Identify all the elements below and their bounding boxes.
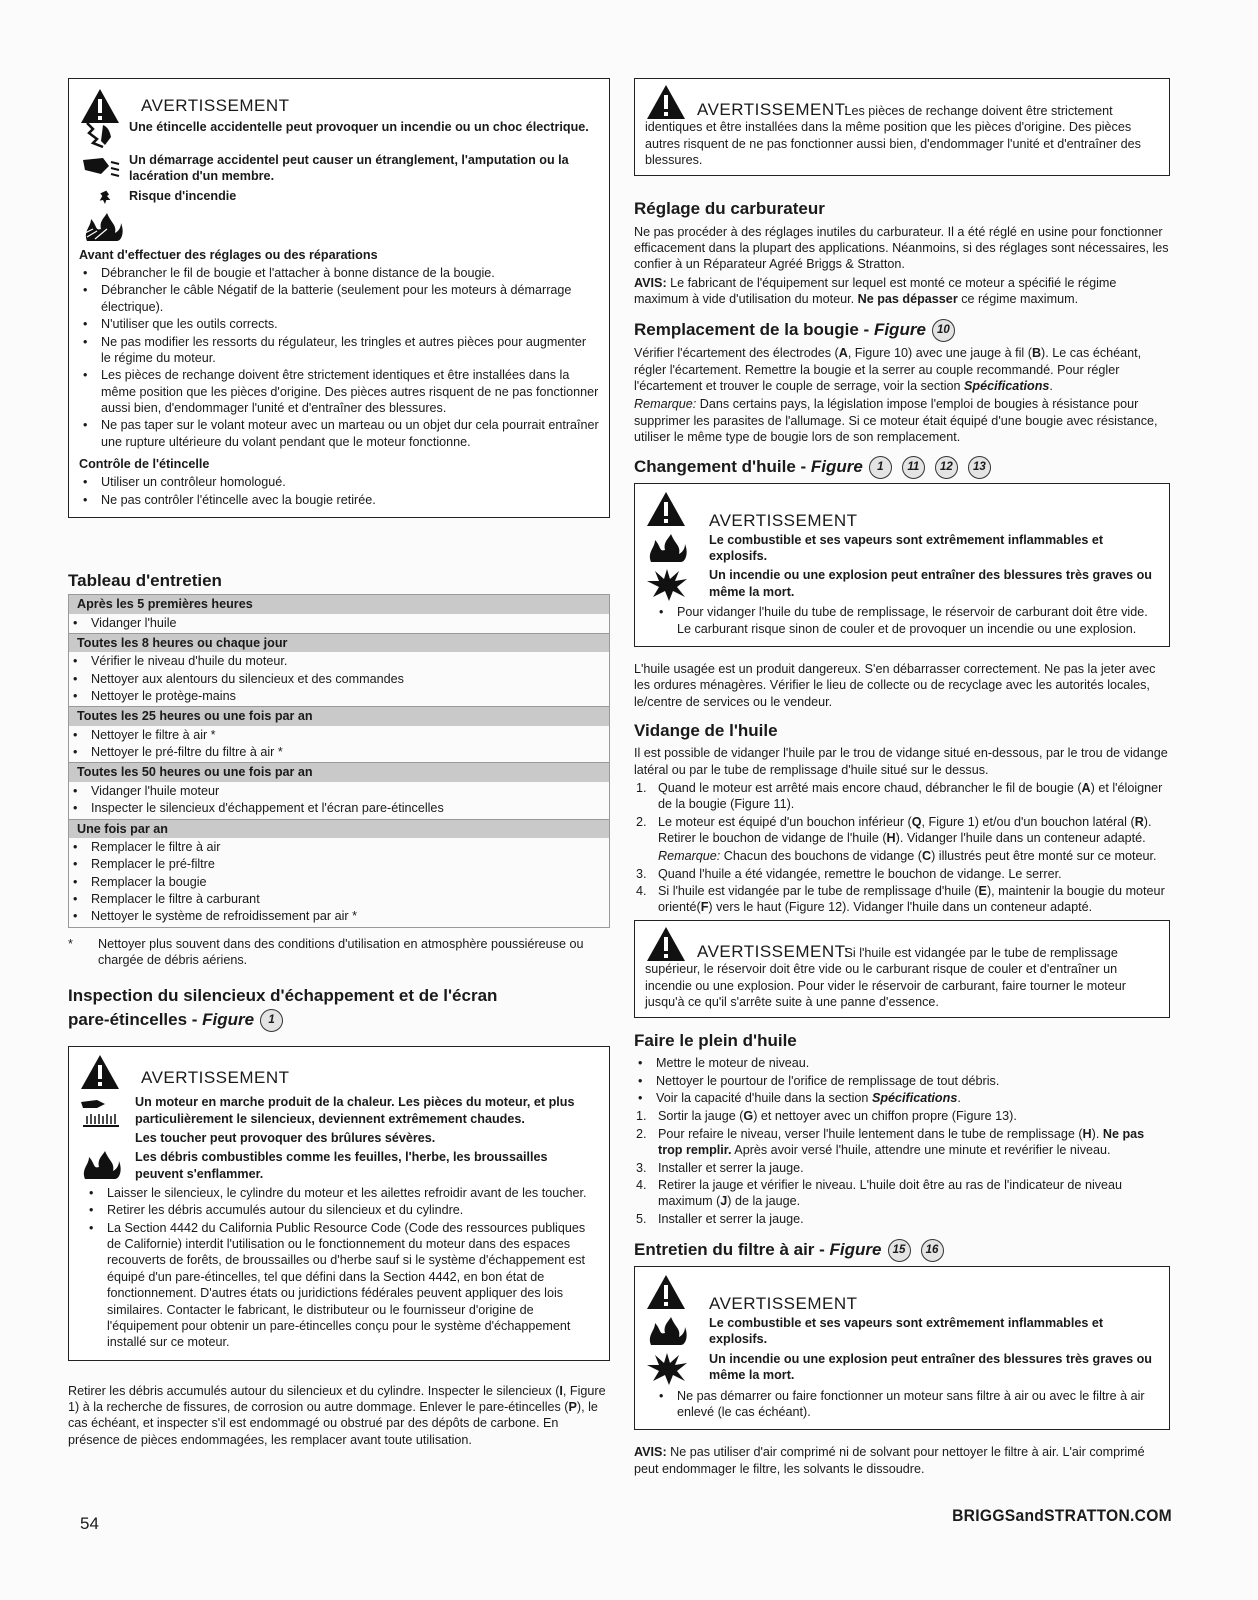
spark-plug-paragraph: Vérifier l'écartement des électrodes (A, Figure 10) avec une jauge à fil (B). Le cas échéant, régler l'écartement. Remettre la bougie et la serrer au couple recommandé. Pour régler l'écartement et trouver le couple de serrage, voir la section Spécifications. xyxy=(634,346,1142,394)
maintenance-task: • Remplacer le filtre à carburant xyxy=(91,891,609,907)
muffler-inspection-title: Inspection du silencieux d'échappement et de l'écran pare-étincelles - Figure 1 xyxy=(68,984,610,1032)
warning-title: AVERTISSEMENT xyxy=(709,510,858,530)
spark-plug-title: Remplacement de la bougie - Figure 10 xyxy=(634,319,1170,342)
air-filter-title: Entretien du filtre à air - Figure 15 16 xyxy=(634,1239,1170,1262)
warning-text: Si l'huile est vidangée par le tube de remplissage supérieur, le réservoir doit être vide ou le carburant risque de couler et d'entraîner un incendie ou une explosion. Pour vider le réservoir de carburant, faire tourner le moteur jusqu'à ce qu'il s'arrête suite à une panne d'essence. xyxy=(645,945,1126,1009)
warning-box-hot-muffler xyxy=(68,1046,610,1360)
hazard-text-hot: Un moteur en marche produit de la chaleur. Les pièces du moteur, et plus particulièrement le silencieux, deviennent extrêmement chaudes. xyxy=(135,1095,575,1126)
figure-badge: 1 xyxy=(869,456,892,479)
list-item: • Laisser le silencieux, le cylindre du moteur et les ailettes refroidir avant de les toucher. xyxy=(107,1185,599,1201)
hazard-text-explosion: Un incendie ou une explosion peut entraîner des blessures très graves ou même la mort. xyxy=(709,1351,1153,1383)
warning-box-air-filter xyxy=(634,1266,1170,1431)
maintenance-table xyxy=(68,594,610,927)
list-item: • La Section 4442 du California Public Resource Code (Code des ressources publiques de Californie) interdit l'utilisation ou le fonctionnement du moteur dans des espaces recouverts de forêts, de broussailles ou d'herbe sauf si le système d'échappement est équipé d'un pare-étincelles, tel que défini dans la Section 4442, en bon état de fonctionnement. D'autres états ou juridictions fédérales peuvent appliquer des lois similaires. Contacter le fabricant, le distributeur ou le fournisseur d'origine de l'équipement pour obtenir un pare-étincelles conçu pour le système d'échappement installé sur ce moteur. xyxy=(107,1220,599,1351)
hot-muffler-list xyxy=(79,1185,599,1351)
warning-box-oil-drain xyxy=(634,920,1170,1018)
step-item: 3. Quand l'huile a été vidangée, remettre le bouchon de vidange. Le serrer. xyxy=(636,866,1062,881)
warning-title: AVERTISSEMENT: xyxy=(697,941,849,961)
fuel-oil-list xyxy=(645,604,1159,637)
list-item: • Nettoyer le pourtour de l'orifice de remplissage de tout débris. xyxy=(656,1073,1170,1089)
maintenance-task: • Nettoyer le pré-filtre du filtre à air * xyxy=(91,744,609,760)
maintenance-task: • Vidanger l'huile moteur xyxy=(91,783,609,799)
website-footer: BRIGGSandSTRATTON.COM xyxy=(952,1506,1172,1525)
warning-box-replacement-parts xyxy=(634,78,1170,176)
step-item: 5. Installer et serrer la jauge. xyxy=(636,1211,804,1226)
oil-fill-bullets xyxy=(634,1055,1170,1106)
maintenance-interval-heading: Une fois par an xyxy=(69,819,609,838)
maintenance-table-title: Tableau d'entretien xyxy=(68,571,222,591)
list-item: • N'utiliser que les outils corrects. xyxy=(101,316,599,332)
maintenance-task: • Nettoyer le protège-mains xyxy=(91,688,609,704)
oil-fill-steps xyxy=(634,1108,1170,1227)
explosion-icon xyxy=(645,567,689,601)
carburetor-paragraph: Ne pas procéder à des réglages inutiles du carburateur. Il a été réglé en usine pour fonctionner efficacement dans la plupart des applications. Néanmoins, si des réglages sont nécessaires, les confier à un Réparateur Agréé Briggs & Stratton. xyxy=(634,224,1169,272)
warning-title: AVERTISSEMENT: xyxy=(697,99,849,119)
figure-badge: 1 xyxy=(260,1009,283,1032)
maintenance-interval-heading: Toutes les 8 heures ou chaque jour xyxy=(69,633,609,652)
maintenance-interval-heading: Toutes les 25 heures ou une fois par an xyxy=(69,706,609,725)
hazard-text-spark: Une étincelle accidentelle peut provoquer un incendie ou un choc électrique. xyxy=(129,120,589,134)
list-item: • Ne pas contrôler l'étincelle avec la bougie retirée. xyxy=(101,492,599,508)
right-column xyxy=(634,78,1170,1479)
hot-surface-icon xyxy=(79,1094,123,1130)
list-item: • Ne pas taper sur le volant moteur avec un marteau ou un objet dur cela pourrait entraîner une rupture ultérieure du volant pendant que le moteur fonctionne. xyxy=(101,417,599,450)
list-item: • Ne pas modifier les ressorts du régulateur, les tringles et autres pièces pour augmenter le régime du moteur. xyxy=(101,334,599,367)
step-remark: Remarque: Chacun des bouchons de vidange (C) illustrés peut être monté sur ce moteur. xyxy=(658,849,1157,864)
hazard-text-explosion: Un incendie ou une explosion peut entraîner des blessures très graves ou même la mort. xyxy=(709,568,1153,599)
subhead-spark-check: Contrôle de l'étincelle xyxy=(79,457,210,472)
oil-drain-title: Vidange de l'huile xyxy=(634,721,778,741)
electric-shock-icon xyxy=(79,119,123,149)
list-item: • Débrancher le câble Négatif de la batterie (seulement pour les moteurs à démarrage électrique). xyxy=(101,282,599,315)
warning-triangle-icon xyxy=(645,1273,687,1311)
warning-title: AVERTISSEMENT xyxy=(141,1068,290,1088)
step-item: 2. Le moteur est équipé d'un bouchon inférieur (Q, Figure 1) et/ou d'un bouchon latéral (R). Retirer le bouchon de vidange de l'huile (H). Vidanger l'huile dans un conteneur adapté. Remarque: Chacun des bouchons de vidange (C) illustrés peut être monté sur ce moteur. xyxy=(658,814,1170,865)
list-item: • Utiliser un contrôleur homologué. xyxy=(101,474,599,490)
figure-badge: 13 xyxy=(968,456,991,479)
figure-badge: 16 xyxy=(921,1239,944,1262)
left-column xyxy=(68,78,610,1450)
fire-risk-small-icon xyxy=(79,188,123,208)
maintenance-task: • Remplacer le filtre à air xyxy=(91,839,609,855)
warning-text: Les pièces de rechange doivent être strictement identiques et être installées dans la même position que les pièces d'origine. Des pièces autres risquent de ne pas fonctionner aussi bien, d'endommager l'unité et d'entraîner des blessures. xyxy=(645,104,1141,168)
hazard-text-debris: Les débris combustibles comme les feuilles, l'herbe, les broussailles peuvent s'enflammer. xyxy=(135,1150,548,1181)
maintenance-task: • Vérifier le niveau d'huile du moteur. xyxy=(91,653,609,669)
maintenance-task: • Remplacer le pré-filtre xyxy=(91,856,609,872)
step-item: 2. Pour refaire le niveau, verser l'huile lentement dans le tube de remplissage (H). Ne pas trop remplir. Après avoir versé l'huile, attendre une minute et revérifier le niveau. xyxy=(636,1126,1145,1158)
warning-triangle-icon xyxy=(79,1053,121,1091)
hazard-text-flammable: Le combustible et ses vapeurs sont extrêmement inflammables et explosifs. xyxy=(709,1316,1104,1347)
fire-icon xyxy=(645,1315,689,1347)
muffler-inspection-paragraph: Retirer les débris accumulés autour du silencieux et du cylindre. Inspecter le silencieux (I, Figure 1) à la recherche de fissures, de corrosion ou autre dommage. Enlever le pare-étincelles (P), le cas échéant, et inspecter s'il est endommagé ou obstrué par des dépôts de carbone. En présence de pièces endommagées, les remplacer avant toute utilisation. xyxy=(68,1383,606,1447)
figure-badge: 12 xyxy=(935,456,958,479)
carburetor-avis: AVIS: Le fabricant de l'équipement sur lequel est monté ce moteur a spécifié le régime maximum à vide d'utilisation du moteur. Ne pas dépasser ce régime maximum. xyxy=(634,275,1117,306)
list-item: • Retirer les débris accumulés autour du silencieux et du cylindre. xyxy=(107,1202,599,1218)
carburetor-title: Réglage du carburateur xyxy=(634,199,825,219)
list-item: • Débrancher le fil de bougie et l'attacher à bonne distance de la bougie. xyxy=(101,265,599,281)
oil-drain-steps xyxy=(634,780,1170,916)
air-filter-warning-list xyxy=(645,1388,1159,1421)
spark-plug-remark: Remarque: Dans certains pays, la législation impose l'emploi de bougies à résistance pour supprimer les parasites de l'allumage. Si ce moteur était équipé d'une bougie avec résistance, utiliser le même type de bougie lors de son remplacement. xyxy=(634,397,1158,445)
maintenance-task: • Remplacer la bougie xyxy=(91,874,609,890)
list-item: • Ne pas démarrer ou faire fonctionner un moteur sans filtre à air ou avec le filtre à air enlevé (le cas échéant). xyxy=(677,1388,1159,1421)
list-item: • Pour vidanger l'huile du tube de remplissage, le réservoir de carburant doit être vide. Le carburant risque sinon de couler et de provoquer un incendie ou une explosion. xyxy=(677,604,1159,637)
explosion-icon xyxy=(645,1351,689,1385)
maintenance-task: • Nettoyer aux alentours du silencieux et des commandes xyxy=(91,671,609,687)
step-item: 1. Sortir la jauge (G) et nettoyer avec un chiffon propre (Figure 13). xyxy=(636,1109,1017,1124)
step-item: 1. Quand le moteur est arrêté mais encore chaud, débrancher le fil de bougie (A) et l'éloigner de la bougie (Figure 11). xyxy=(636,780,1163,812)
spark-check-list xyxy=(79,474,599,508)
used-oil-paragraph: L'huile usagée est un produit dangereux. S'en débarrasser correctement. Ne pas la jeter avec les ordures ménagères. Vérifier le lieu de collecte ou de recyclage avec les autorités locales, le/centre de services ou le vendeur. xyxy=(634,662,1156,709)
maintenance-task: • Inspecter le silencieux d'échappement et l'écran pare-étincelles xyxy=(91,800,609,816)
hazard-text-flammable: Le combustible et ses vapeurs sont extrêmement inflammables et explosifs. xyxy=(709,532,1104,563)
step-item: 3. Installer et serrer la jauge. xyxy=(636,1160,804,1175)
step-item: 4. Si l'huile est vidangée par le tube de remplissage d'huile (E), maintenir la bougie du moteur orienté(F) vers le haut (Figure 12). Vidanger l'huile dans un conteneur adapté. xyxy=(636,884,1165,915)
warning-title: AVERTISSEMENT xyxy=(709,1293,858,1313)
figure-badge: 11 xyxy=(902,456,925,479)
moving-parts-icon xyxy=(79,152,123,182)
fire-icon xyxy=(79,1149,123,1181)
list-item: • Les pièces de rechange doivent être strictement identiques et être installées dans la même position que les pièces d'origine. Des pièces autres risquent de ne pas fonctionner aussi bien, d'endommager l'unité et d'entraîner des blessures. xyxy=(101,367,599,416)
page-number: 54 xyxy=(80,1514,99,1533)
maintenance-footnote xyxy=(68,936,610,969)
warning-box-spark xyxy=(68,78,610,518)
fire-icon xyxy=(645,532,689,564)
hazard-text-burns: Les toucher peut provoquer des brûlures sévères. xyxy=(135,1130,436,1145)
hazard-text-start: Un démarrage accidentel peut causer un étranglement, l'amputation ou la lacération d'un membre. xyxy=(129,153,569,184)
warning-box-fuel-oil xyxy=(634,483,1170,648)
warning-triangle-icon xyxy=(645,490,687,528)
list-item: • Voir la capacité d'huile dans la section Spécifications. xyxy=(656,1090,1170,1106)
figure-badge: 15 xyxy=(888,1239,911,1262)
warning-title: AVERTISSEMENT xyxy=(141,96,290,115)
oil-drain-paragraph: Il est possible de vidanger l'huile par le trou de vidange situé en-dessous, par le trou de vidange latéral ou par le tube de remplissage d'huile situé sur le dessus. xyxy=(634,746,1168,777)
footnote-star: * xyxy=(68,936,73,951)
list-item: • Mettre le moteur de niveau. xyxy=(656,1055,1170,1071)
oil-fill-title: Faire le plein d'huile xyxy=(634,1031,797,1051)
footnote-text: Nettoyer plus souvent dans des conditions d'utilisation en atmosphère poussiéreuse ou chargée de débris aériens. xyxy=(98,936,584,968)
oil-change-title: Changement d'huile - Figure 1 11 12 13 xyxy=(634,456,1170,479)
figure-badge: 10 xyxy=(932,319,955,342)
air-filter-avis: AVIS: Ne pas utiliser d'air comprimé ni de solvant pour nettoyer le filtre à air. L'air comprimé peut endommager le filtre, les solvants le dissoudre. xyxy=(634,1445,1145,1476)
maintenance-interval-heading: Toutes les 50 heures ou une fois par an xyxy=(69,762,609,781)
maintenance-task: • Nettoyer le filtre à air * xyxy=(91,727,609,743)
maintenance-task: • Vidanger l'huile xyxy=(91,615,609,631)
subhead-before-adjust: Avant d'effectuer des réglages ou des réparations xyxy=(79,247,378,262)
hazard-text-fire: Risque d'incendie xyxy=(129,188,237,203)
maintenance-task: • Nettoyer le système de refroidissement par air * xyxy=(91,908,609,924)
maintenance-interval-heading: Après les 5 premières heures xyxy=(69,594,609,613)
step-item: 4. Retirer la jauge et vérifier le niveau. L'huile doit être au ras de l'indicateur de niveau maximum (J) de la jauge. xyxy=(636,1177,1123,1209)
fire-icon xyxy=(81,211,125,243)
before-adjust-list xyxy=(79,265,599,450)
